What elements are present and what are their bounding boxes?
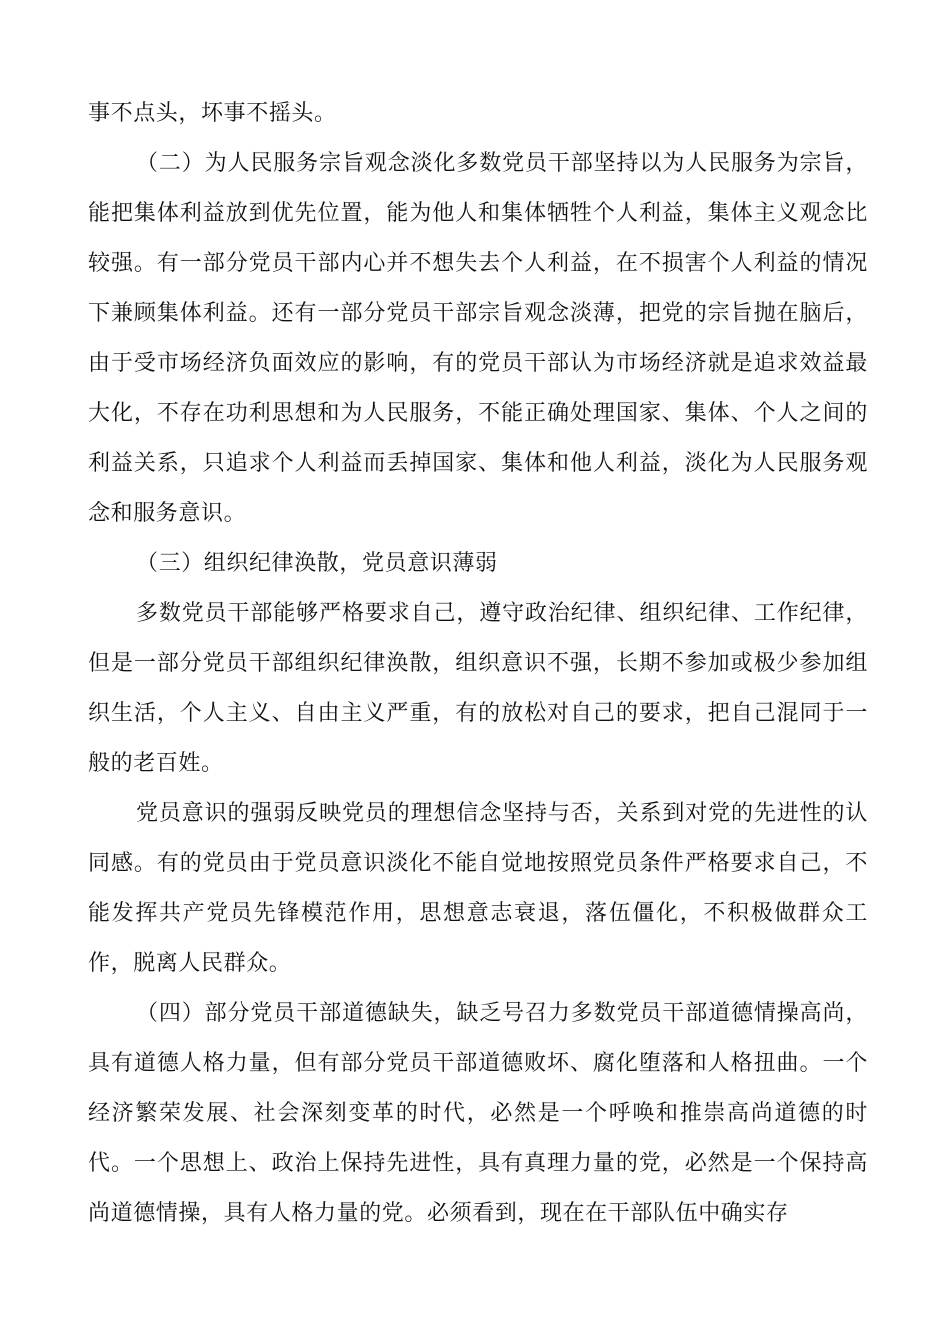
document-body xyxy=(88,89,868,1239)
section-heading-three: （三）组织纪律涣散，党员意识薄弱 xyxy=(136,551,498,576)
paragraph-section-two: （二）为人民服务宗旨观念淡化多数党员干部坚持以为人民服务为宗旨，能把集体利益放到优先位置，能为他人和集体牺牲个人利益，集体主义观念比较强。有一部分党员干部内心并不想失去个人利益，在不损害个人利益的情况下兼顾集体利益。还有一部分党员干部宗旨观念淡薄，把党的宗旨抛在脑后，由于受市场经济负面效应的影响，有的党员干部认为市场经济就是追求效益最大化，不存在功利思想和为人民服务，不能正确处理国家、集体、个人之间的利益关系，只追求个人利益而丢掉国家、集体和他人利益，淡化为人民服务观念和服务意识。 xyxy=(88,151,868,526)
paragraph-continuation: 事不点头，坏事不摇头。 xyxy=(88,101,337,126)
paragraph-discipline: 多数党员干部能够严格要求自己，遵守政治纪律、组织纪律、工作纪律，但是一部分党员干部组织纪律涣散，组织意识不强，长期不参加或极少参加组织生活，个人主义、自由主义严重，有的放松对自己的要求，把自己混同于一般的老百姓。 xyxy=(88,601,868,776)
paragraph-party-awareness: 党员意识的强弱反映党员的理想信念坚持与否，关系到对党的先进性的认同感。有的党员由于党员意识淡化不能自觉地按照党员条件严格要求自己，不能发挥共产党员先锋模范作用，思想意志衰退，落伍僵化，不积极做群众工作，脱离人民群众。 xyxy=(88,801,868,976)
paragraph-section-four: （四）部分党员干部道德缺失，缺乏号召力多数党员干部道德情操高尚，具有道德人格力量，但有部分党员干部道德败坏、腐化堕落和人格扭曲。一个经济繁荣发展、社会深刻变革的时代，必然是一个呼唤和推崇高尚道德的时代。一个思想上、政治上保持先进性，具有真理力量的党，必然是一个保持高尚道德情操，具有人格力量的党。必须看到，现在在干部队伍中确实存 xyxy=(88,1001,868,1226)
